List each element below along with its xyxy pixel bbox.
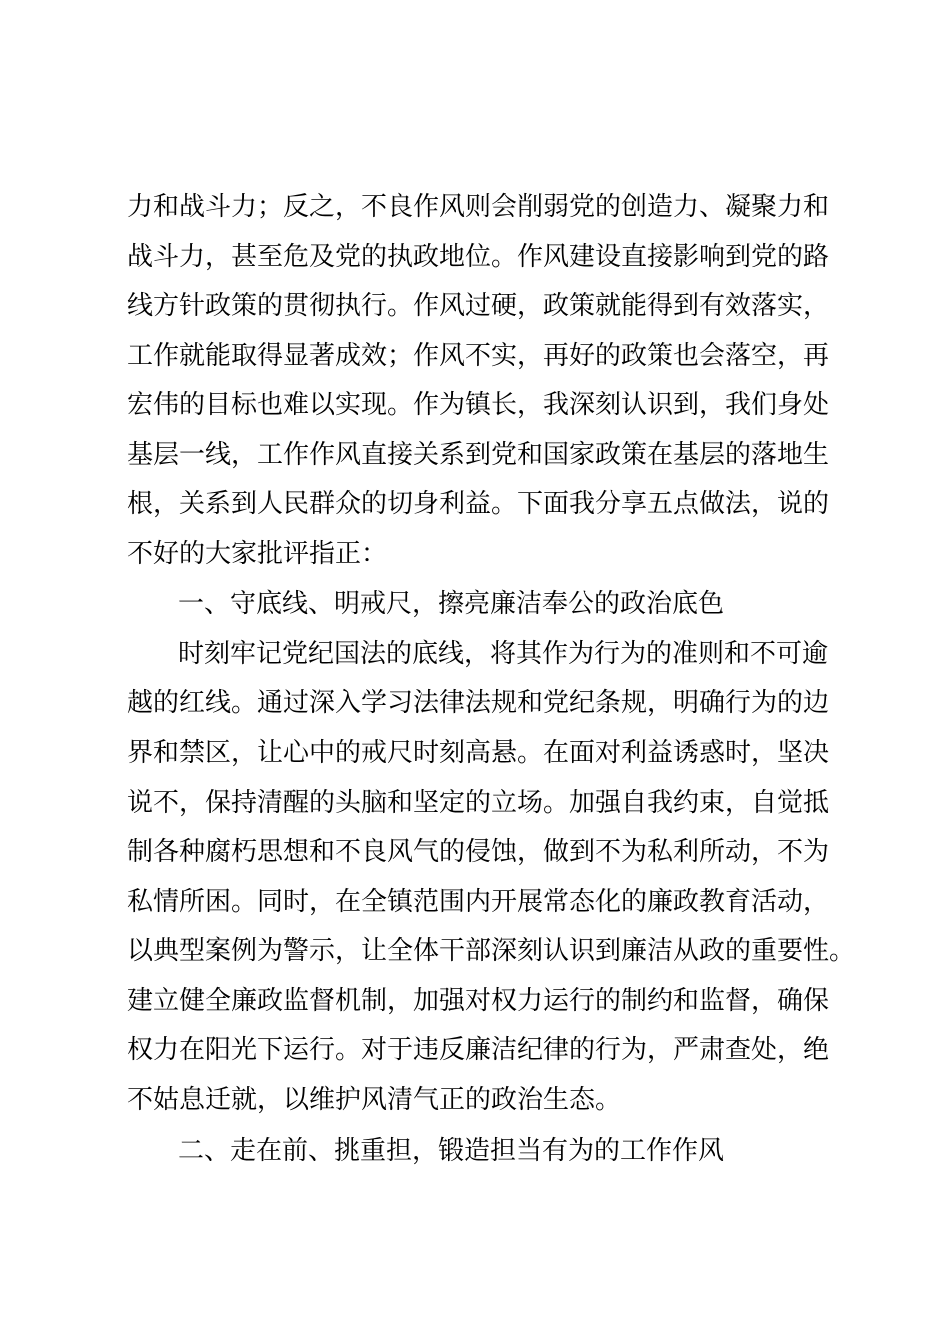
paragraph-line: 工作就能取得显著成效；作风不实，再好的政策也会落空，再 xyxy=(127,341,830,371)
paragraph-line: 线方针政策的贯彻执行。作风过硬，政策就能得到有效落实， xyxy=(127,291,830,321)
paragraph-line: 不姑息迁就，以维护风清气正的政治生态。 xyxy=(127,1085,622,1115)
paragraph-line: 根，关系到人民群众的切身利益。下面我分享五点做法，说的 xyxy=(127,489,830,519)
paragraph-line: 私情所困。同时，在全镇范围内开展常态化的廉政教育活动， xyxy=(127,887,830,917)
paragraph-line: 宏伟的目标也难以实现。作为镇长，我深刻认识到，我们身处 xyxy=(127,390,830,420)
paragraph-line: 战斗力，甚至危及党的执政地位。作风建设直接影响到党的路 xyxy=(127,242,830,272)
paragraph-line: 界和禁区，让心中的戒尺时刻高悬。在面对利益诱惑时，坚决 xyxy=(127,738,830,768)
paragraph-line: 以典型案例为警示，让全体干部深刻认识到廉洁从政的重要性。 xyxy=(127,936,856,966)
paragraph-line: 制各种腐朽思想和不良风气的侵蚀，做到不为私利所动，不为 xyxy=(127,837,830,867)
paragraph-line: 说不，保持清醒的头脑和坚定的立场。加强自我约束，自觉抵 xyxy=(127,788,830,818)
paragraph-line: 权力在阳光下运行。对于违反廉洁纪律的行为，严肃查处，绝 xyxy=(127,1035,830,1065)
paragraph-line: 力和战斗力；反之，不良作风则会削弱党的创造力、凝聚力和 xyxy=(127,192,830,222)
paragraph-line: 不好的大家批评指正： xyxy=(127,539,388,569)
paragraph-line: 建立健全廉政监督机制，加强对权力运行的制约和监督，确保 xyxy=(127,986,830,1016)
paragraph-line: 基层一线，工作作风直接关系到党和国家政策在基层的落地生 xyxy=(127,440,830,470)
section-heading-1: 一、守底线、明戒尺，擦亮廉洁奉公的政治底色 xyxy=(178,589,725,619)
section-heading-2: 二、走在前、挑重担，锻造担当有为的工作作风 xyxy=(178,1136,725,1166)
paragraph-line: 越的红线。通过深入学习法律法规和党纪条规，明确行为的边 xyxy=(127,688,830,718)
paragraph-line: 时刻牢记党纪国法的底线，将其作为行为的准则和不可逾 xyxy=(178,639,829,669)
